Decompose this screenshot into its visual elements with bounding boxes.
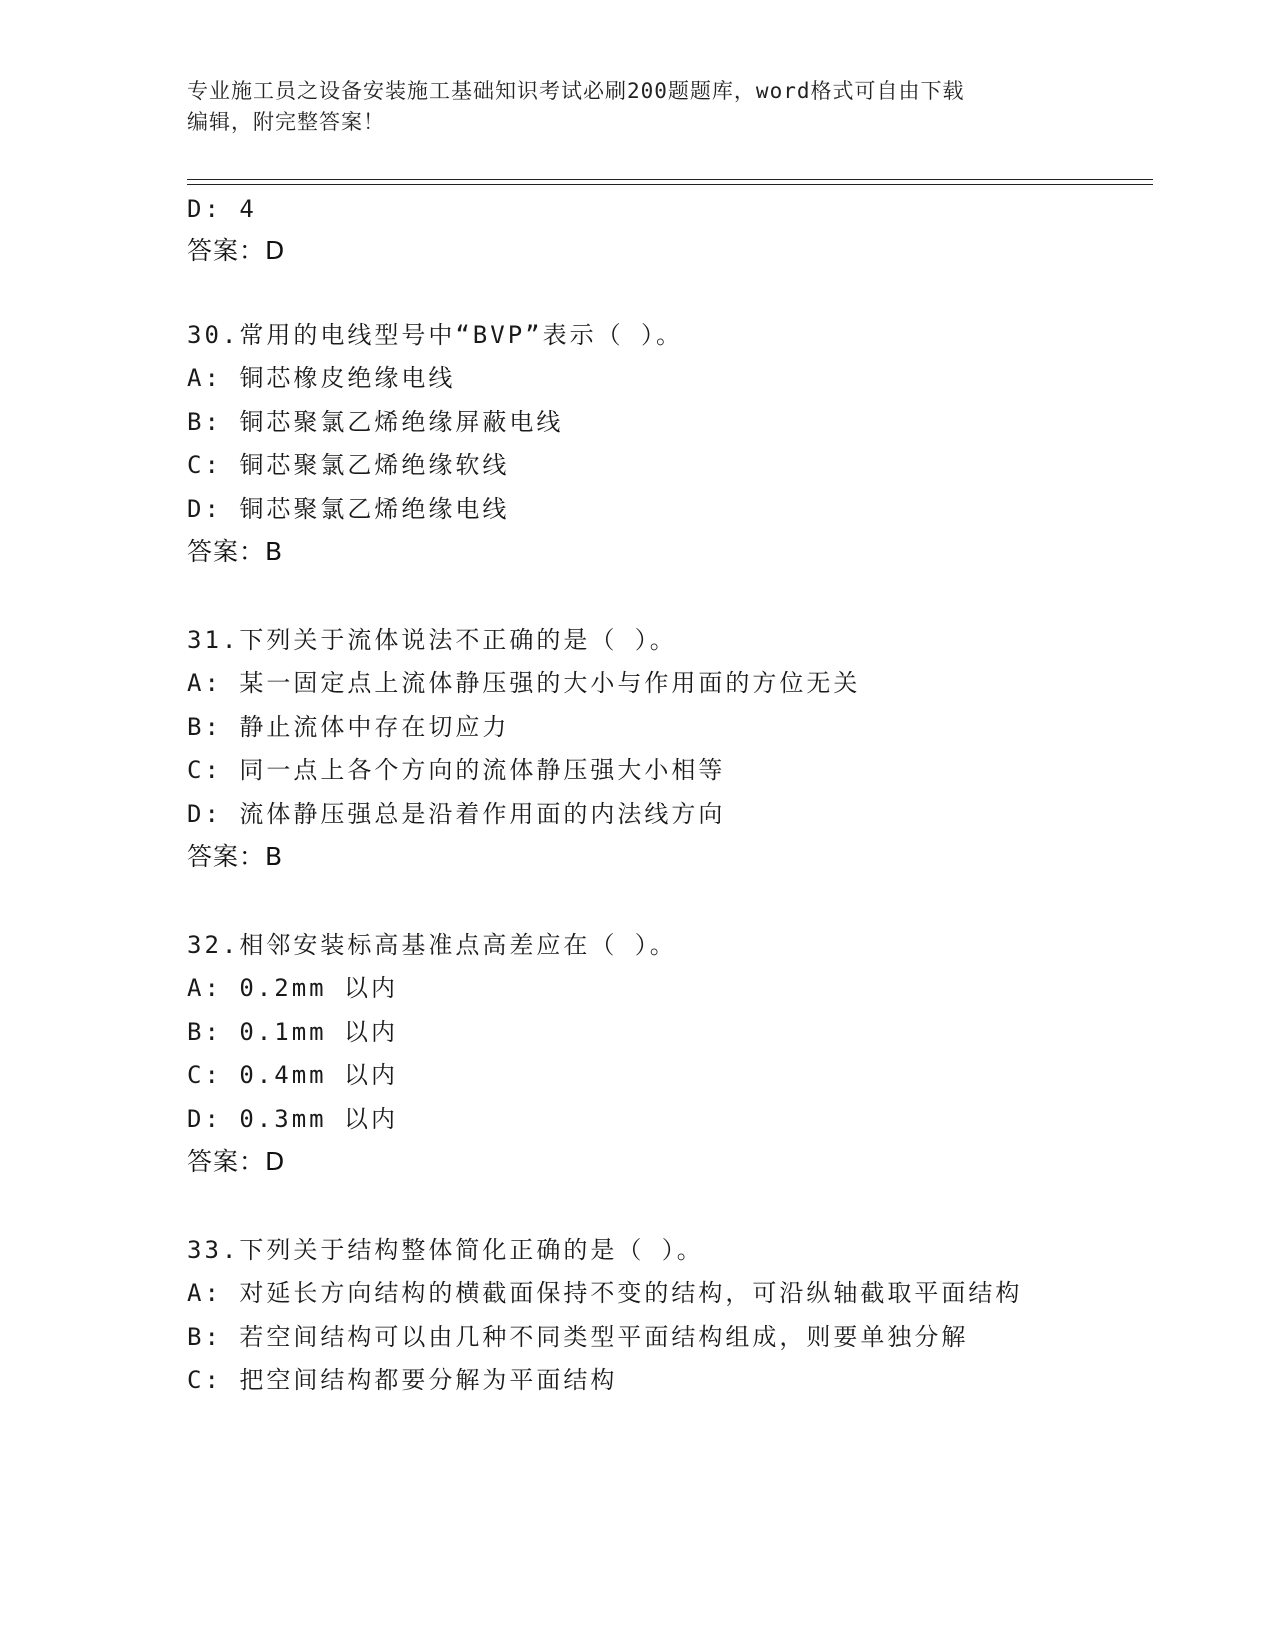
header-divider-top	[187, 179, 1153, 180]
prev-option-d: D: 4	[187, 195, 257, 223]
option-c: C: 同一点上各个方向的流体静压强大小相等	[187, 756, 726, 784]
option-b: B: 静止流体中存在切应力	[187, 713, 510, 741]
question-stem: 31.下列关于流体说法不正确的是（ ）。	[187, 626, 677, 654]
option-d: D: 铜芯聚氯乙烯绝缘电线	[187, 495, 510, 523]
option-c: C: 铜芯聚氯乙烯绝缘软线	[187, 451, 510, 479]
answer: 答案：B	[187, 537, 284, 566]
document-header	[187, 76, 1067, 138]
answer: 答案：D	[187, 1147, 286, 1176]
prev-answer: 答案：D	[187, 236, 286, 265]
option-c: C: 0.4mm 以内	[187, 1061, 399, 1089]
option-d: D: 0.3mm 以内	[187, 1105, 399, 1133]
header-divider-bottom	[187, 184, 1153, 185]
option-d: D: 流体静压强总是沿着作用面的内法线方向	[187, 800, 726, 828]
option-a: A: 铜芯橡皮绝缘电线	[187, 364, 456, 392]
option-c: C: 把空间结构都要分解为平面结构	[187, 1366, 618, 1394]
header-title-line2: 编辑，附完整答案！	[187, 110, 385, 134]
option-a: A: 某一固定点上流体静压强的大小与作用面的方位无关	[187, 669, 861, 697]
option-b: B: 若空间结构可以由几种不同类型平面结构组成，则要单独分解	[187, 1323, 969, 1351]
header-title-line1: 专业施工员之设备安装施工基础知识考试必刷200题题库，word格式可自由下载	[187, 79, 965, 103]
question-stem: 30.常用的电线型号中“BVP”表示（ ）。	[187, 321, 684, 349]
option-b: B: 0.1mm 以内	[187, 1018, 399, 1046]
option-a: A: 0.2mm 以内	[187, 974, 399, 1002]
question-stem: 33.下列关于结构整体简化正确的是（ ）。	[187, 1236, 704, 1264]
option-b: B: 铜芯聚氯乙烯绝缘屏蔽电线	[187, 408, 564, 436]
answer: 答案：B	[187, 842, 284, 871]
question-stem: 32.相邻安装标高基准点高差应在（ ）。	[187, 931, 677, 959]
option-a: A: 对延长方向结构的横截面保持不变的结构，可沿纵轴截取平面结构	[187, 1279, 1023, 1307]
